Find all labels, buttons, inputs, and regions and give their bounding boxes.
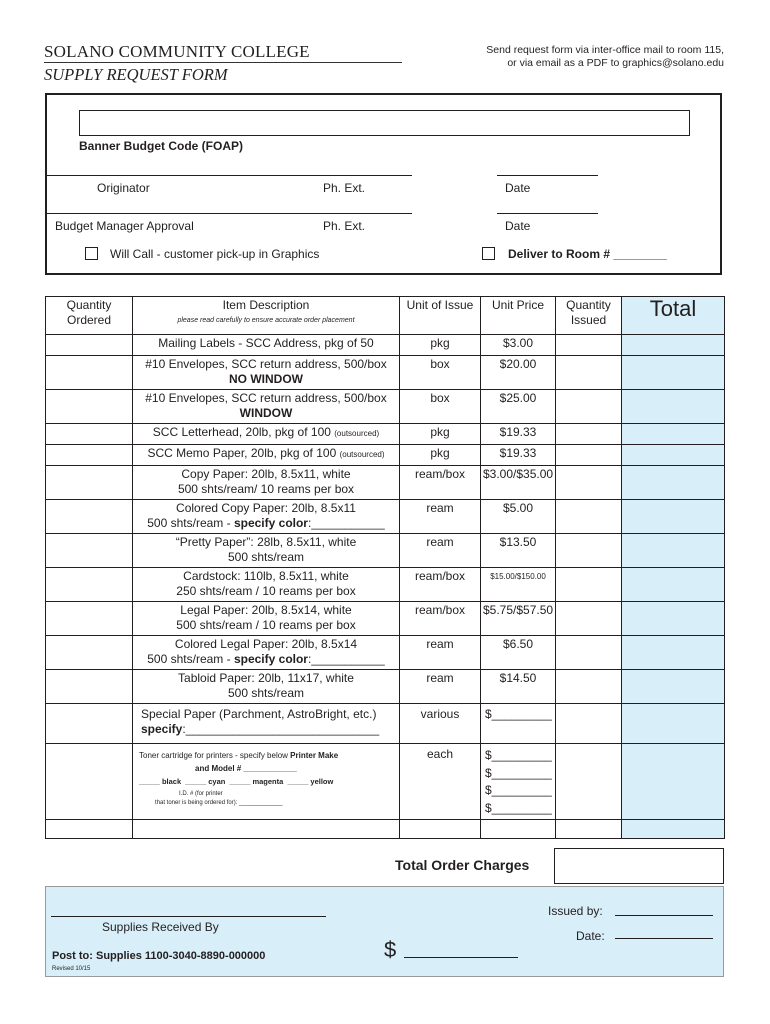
item-note: (outsourced) [339,450,385,459]
will-call-label: Will Call - customer pick-up in Graphics [110,247,320,261]
table-row [46,602,725,636]
revised-date: Revised 10/15 [52,966,91,972]
qty-issued-cell[interactable] [556,424,622,445]
col-qty-ordered: Quantity Ordered [46,297,133,335]
item-line-1: #10 Envelopes, SCC return address, 500/box [145,357,387,371]
toner-description [133,744,400,820]
qty-issued-cell[interactable] [556,500,622,534]
price-cell: $19.33 [481,445,556,466]
toner-magenta[interactable]: _____ magenta [229,777,284,786]
item-description [133,704,400,744]
item-line-2: 500 shts/ream [227,686,305,700]
qty-ordered-cell[interactable] [46,744,133,820]
item-description [133,568,400,602]
price-cell: $5.00 [481,500,556,534]
budget-manager-line[interactable] [47,213,412,214]
total-cell[interactable] [622,390,725,424]
total-order-charges-field[interactable] [554,848,724,884]
qty-ordered-cell[interactable] [46,602,133,636]
price-cell: $6.50 [481,636,556,670]
item-description: Mailing Labels - SCC Address, pkg of 50 [133,335,400,356]
send-note [424,44,724,70]
table-row [46,500,725,534]
item-description [133,424,400,445]
supply-items-table [45,296,725,839]
price-cell[interactable]: $_________ [481,704,556,744]
table-row [46,356,725,390]
post-to-label: Post to: Supplies 1100-3040-8890-000000 [52,950,266,962]
qty-issued-cell[interactable] [556,466,622,500]
total-cell[interactable] [622,670,725,704]
item-line-1: Colored Legal Paper: 20lb, 8.5x14 [174,637,358,651]
table-row [46,424,725,445]
qty-ordered-cell[interactable] [46,466,133,500]
qty-issued-cell[interactable] [556,636,622,670]
col-item-description-title: Item Description [222,298,310,312]
table-row [46,445,725,466]
qty-ordered-cell[interactable] [46,356,133,390]
issued-date-label: Date: [576,929,605,943]
item-line-1: SCC Letterhead, 20lb, pkg of 100 [152,425,331,439]
total-cell[interactable] [622,356,725,390]
item-line-2: 250 shts/ream / 10 reams per box [176,584,356,598]
college-underline [44,62,402,63]
price-cell: $15.00/$150.00 [481,568,556,602]
item-line-2: 500 shts/ream / 10 reams per box [176,618,356,632]
unit-cell: ream [400,636,481,670]
item-line-2: WINDOW [239,406,293,420]
price-cell: $3.00/$35.00 [481,466,556,500]
form-title: SUPPLY REQUEST FORM [44,65,228,84]
issued-by-label: Issued by: [548,904,603,918]
unit-cell: box [400,356,481,390]
toner-price-blank[interactable]: $_________ [485,800,552,815]
issued-date-line[interactable] [615,938,713,939]
item-description [133,534,400,568]
date-2-label: Date [505,219,531,233]
price-cell: $14.50 [481,670,556,704]
qty-issued-cell[interactable] [556,390,622,424]
budget-manager-label: Budget Manager Approval [55,219,194,233]
total-cell[interactable] [622,500,725,534]
date-1-label: Date [505,181,531,195]
table-row [46,466,725,500]
item-description [133,602,400,636]
table-row [46,670,725,704]
qty-ordered-cell[interactable] [46,445,133,466]
item-line-2 [135,652,397,667]
item-line-1: Copy Paper: 20lb, 8.5x11, white [181,467,351,481]
item-line-1: Colored Copy Paper: 20lb, 8.5x11 [176,501,356,515]
unit-cell: ream/box [400,466,481,500]
toner-price-blank[interactable]: $_________ [485,783,552,797]
table-row [46,390,725,424]
originator-line[interactable] [47,175,412,176]
toner-line-1a: Toner cartridge for printers - specify below [139,751,291,760]
col-unit: Unit of Issue [400,297,481,335]
unit-cell: ream [400,500,481,534]
col-item-description [133,297,400,335]
total-cell[interactable] [622,744,725,820]
qty-ordered-cell[interactable] [46,390,133,424]
price-cell: $13.50 [481,534,556,568]
item-description [133,500,400,534]
toner-price-cell [481,744,556,820]
price-cell[interactable] [481,820,556,839]
total-cell[interactable] [622,568,725,602]
ph-ext-2-label: Ph. Ext. [323,219,366,233]
qty-issued-cell[interactable] [556,335,622,356]
qty-ordered-cell[interactable] [46,636,133,670]
table-row [46,704,725,744]
item-description [133,445,400,466]
item-line-2a: 500 shts/ream - [147,516,234,530]
unit-cell[interactable] [400,820,481,839]
total-cell[interactable] [622,445,725,466]
toner-colors [139,775,397,788]
qty-ordered-cell[interactable] [46,500,133,534]
amount-line[interactable] [404,957,518,958]
qty-ordered-cell[interactable] [46,820,133,839]
table-header-row [46,297,725,335]
qty-issued-cell[interactable] [556,445,622,466]
item-line-1: SCC Memo Paper, 20lb, pkg of 100 [147,446,337,460]
col-item-note: please read carefully to ensure accurate order placement [177,317,355,324]
qty-issued-cell[interactable] [556,602,622,636]
item-line-2 [141,722,397,737]
item-description [133,670,400,704]
table-row-blank [46,820,725,839]
date-1-line[interactable] [497,175,598,176]
item-line-1: #10 Envelopes, SCC return address, 500/box [145,391,387,405]
item-description [133,636,400,670]
price-cell: $20.00 [481,356,556,390]
toner-price-blank[interactable]: $_________ [485,748,552,762]
toner-id-1: I.D. # (for printer [179,791,223,797]
item-line-2: 500 shts/ream [227,550,305,564]
col-total: Total [622,297,725,335]
qty-ordered-cell[interactable] [46,670,133,704]
unit-cell: pkg [400,445,481,466]
table-row [46,568,725,602]
issued-by-line[interactable] [615,915,713,916]
toner-id-2[interactable]: that toner is being ordered for): _____________ [155,800,283,806]
unit-cell: box [400,390,481,424]
send-note-line-1: Send request form via inter-office mail to room 115, [486,44,724,56]
total-cell[interactable] [622,424,725,445]
unit-cell: pkg [400,424,481,445]
item-line-1: Cardstock: 110lb, 8.5x11, white [183,569,349,583]
price-cell: $5.75/$57.50 [481,602,556,636]
qty-issued-cell[interactable] [556,670,622,704]
unit-cell: various [400,704,481,744]
qty-ordered-cell[interactable] [46,568,133,602]
table-row [46,636,725,670]
total-cell[interactable] [622,820,725,839]
total-cell[interactable] [622,602,725,636]
total-cell[interactable] [622,534,725,568]
unit-cell: ream/box [400,568,481,602]
item-line-1: Legal Paper: 20lb, 8.5x14, white [180,603,352,617]
date-2-line[interactable] [497,213,598,214]
unit-cell: ream/box [400,602,481,636]
unit-cell: each [400,744,481,820]
item-line-1: Special Paper (Parchment, AstroBright, etc.) [141,707,377,721]
table-row [46,534,725,568]
ph-ext-1-label: Ph. Ext. [323,181,366,195]
qty-issued-cell[interactable] [556,356,622,390]
qty-issued-cell[interactable] [556,534,622,568]
specify-color-blank[interactable]: :___________ [307,652,385,666]
table-row [46,335,725,356]
toner-black[interactable]: _____ black [139,777,182,786]
supplies-received-signature-line[interactable] [51,916,326,917]
qty-issued-cell[interactable] [556,744,622,820]
foap-label: Banner Budget Code (FOAP) [79,139,243,153]
specify-color-label: specify color [233,652,308,666]
toner-cyan[interactable]: _____ cyan [185,777,226,786]
item-line-2: 500 shts/ream/ 10 reams per box [177,482,355,496]
qty-ordered-cell[interactable] [46,534,133,568]
total-cell[interactable] [622,466,725,500]
originator-label: Originator [97,181,150,195]
item-note: (outsourced) [334,429,380,438]
item-description[interactable] [133,820,400,839]
foap-input[interactable] [79,110,690,136]
will-call-checkbox[interactable] [85,247,98,260]
col-qty-issued: Quantity Issued [556,297,622,335]
item-line-2a: 500 shts/ream - [147,652,234,666]
supplies-received-label: Supplies Received By [102,920,219,934]
unit-cell: pkg [400,335,481,356]
deliver-checkbox[interactable] [482,247,495,260]
unit-cell: ream [400,534,481,568]
qty-issued-cell[interactable] [556,568,622,602]
price-cell: $25.00 [481,390,556,424]
specify-blank[interactable]: :_____________________________ [182,722,380,736]
price-cell: $19.33 [481,424,556,445]
college-name: SOLANO COMMUNITY COLLEGE [44,42,310,61]
specify-label: specify [141,722,183,736]
send-note-line-2: or via email as a PDF to graphics@solano.edu [507,57,724,69]
qty-issued-cell[interactable] [556,704,622,744]
specify-color-label: specify color [233,516,308,530]
col-price: Unit Price [481,297,556,335]
item-line-1: Tabloid Paper: 20lb, 11x17, white [178,671,354,685]
deliver-label: Deliver to Room # ________ [508,247,667,261]
item-line-1: “Pretty Paper”: 28lb, 8.5x11, white [175,535,357,549]
item-description [133,356,400,390]
toner-yellow[interactable]: _____ yellow [287,777,334,786]
item-description [133,466,400,500]
specify-color-blank[interactable]: :___________ [307,516,385,530]
item-line-2 [135,516,397,531]
qty-issued-cell[interactable] [556,820,622,839]
total-cell[interactable] [622,704,725,744]
toner-printer-make: Printer Make [290,751,339,760]
dollar-sign: $ [384,937,397,962]
qty-ordered-cell[interactable] [46,335,133,356]
qty-ordered-cell[interactable] [46,424,133,445]
total-cell[interactable] [622,636,725,670]
total-order-charges-label: Total Order Charges [395,857,530,873]
qty-ordered-cell[interactable] [46,704,133,744]
toner-price-blank[interactable]: $_________ [485,765,552,780]
toner-line-1 [139,749,397,762]
item-line-2: NO WINDOW [229,372,303,386]
unit-cell: ream [400,670,481,704]
price-cell: $3.00 [481,335,556,356]
toner-line-2: and Model # ____________ [195,764,297,773]
total-cell[interactable] [622,335,725,356]
item-description [133,390,400,424]
table-row-toner [46,744,725,820]
